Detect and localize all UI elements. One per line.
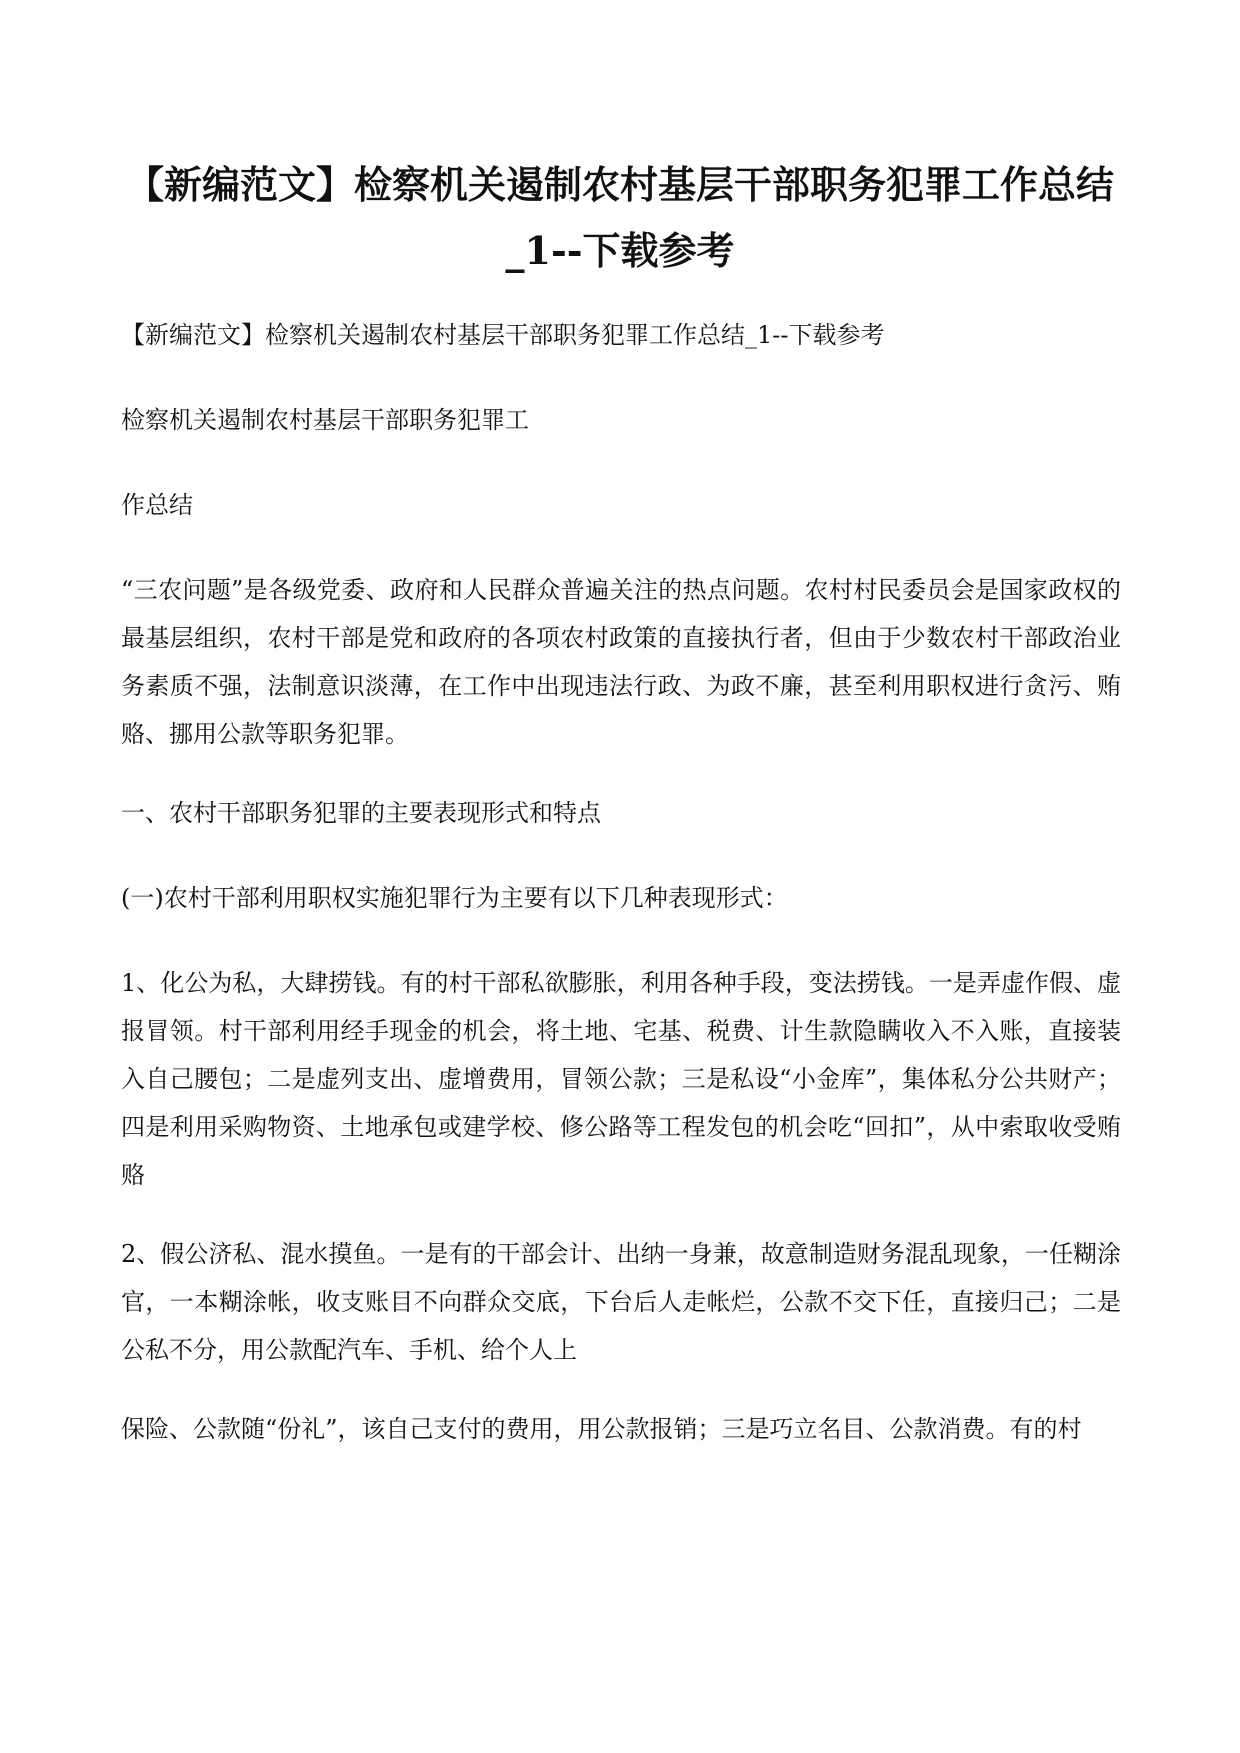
paragraph-intro: “三农问题”是各级党委、政府和人民群众普遍关注的热点问题。农村村民委员会是国家政权的最基层组织，农村干部是党和政府的各项农村政策的直接执行者，但由于少数农村干部政治业务素质不强，法制意识淡薄，在工作中出现违法行政、为政不廉，甚至利用职权进行贪污、贿赂、挪用公款等职务犯罪。	[121, 576, 1121, 748]
document-title: 【新编范文】检察机关遏制农村基层干部职务犯罪工作总结_1--下载参考	[125, 162, 1114, 273]
section-heading-1: 一、农村干部职务犯罪的主要表现形式和特点	[121, 799, 601, 827]
subsection-heading-1: (一)农村干部利用职权实施犯罪行为主要有以下几种表现形式：	[121, 884, 788, 912]
paragraph-subtitle: 【新编范文】检察机关遏制农村基层干部职务犯罪工作总结_1--下载参考	[121, 321, 885, 349]
paragraph-heading-line-1: 检察机关遏制农村基层干部职务犯罪工	[121, 406, 529, 434]
paragraph-heading-line-2: 作总结	[121, 491, 193, 519]
paragraph-continuation: 保险、公款随“份礼”，该自己支付的费用，用公款报销；三是巧立名目、公款消费。有的村	[121, 1415, 1082, 1443]
paragraph-item-2: 2、假公济私、混水摸鱼。一是有的干部会计、出纳一身兼，故意制造财务混乱现象，一任糊涂官，一本糊涂帐，收支账目不向群众交底，下台后人走帐烂，公款不交下任，直接归己；二是公私不分，用公款配汽车、手机、给个人上	[121, 1240, 1121, 1364]
paragraph-item-1: 1、化公为私，大肆捞钱。有的村干部私欲膨胀，利用各种手段，变法捞钱。一是弄虚作假、虚报冒领。村干部利用经手现金的机会，将土地、宅基、税费、计生款隐瞒收入不入账，直接装入自己腰包；二是虚列支出、虚增费用，冒领公款；三是私设“小金库”，集体私分公共财产；四是利用采购物资、土地承包或建学校、修公路等工程发包的机会吃“回扣”，从中索取收受贿赂	[121, 969, 1121, 1189]
